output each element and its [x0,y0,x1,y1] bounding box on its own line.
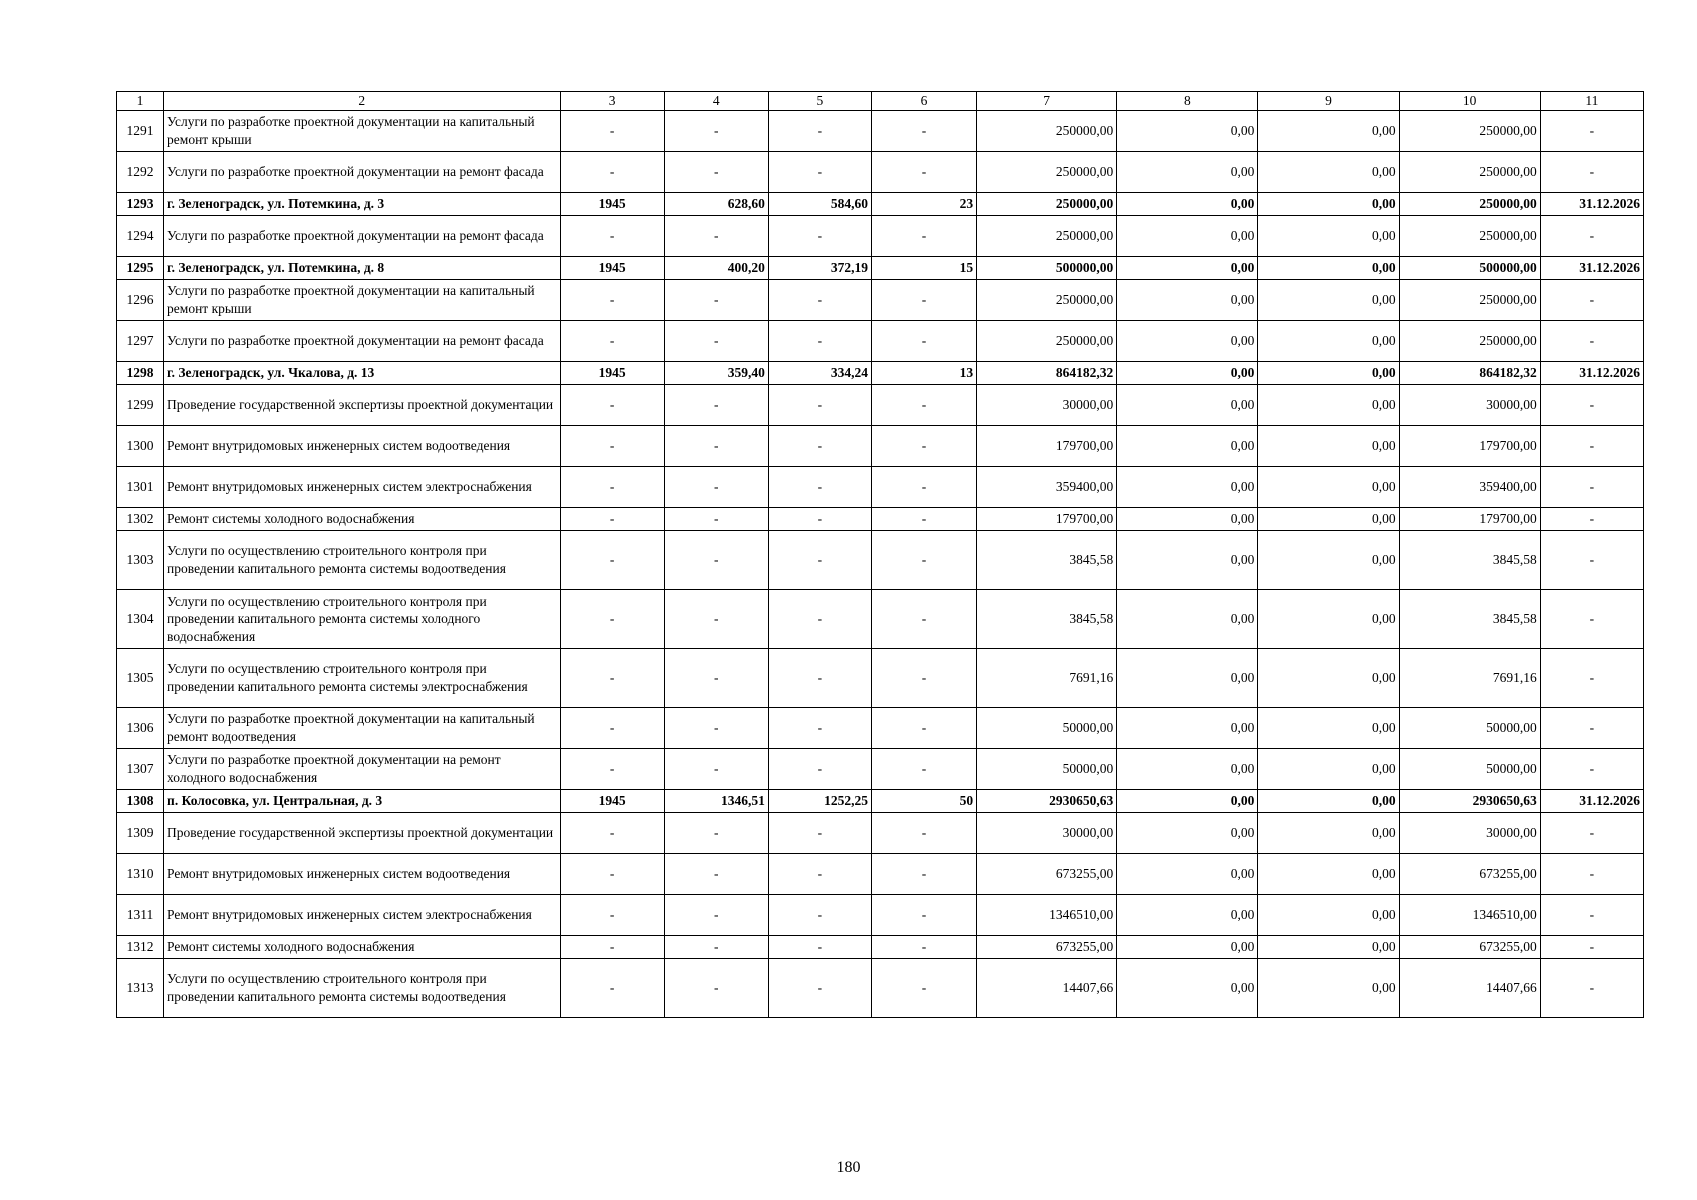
federal-funds-cell: 0,00 [1117,467,1258,508]
regional-funds-cell: 0,00 [1258,362,1399,385]
area-living-cell: - [768,385,871,426]
regional-funds-cell: 0,00 [1258,813,1399,854]
area-total-cell: - [664,467,768,508]
area-living-cell: - [768,508,871,531]
regional-funds-cell: 0,00 [1258,708,1399,749]
federal-funds-cell: 0,00 [1117,385,1258,426]
deadline-cell: - [1540,385,1643,426]
deadline-cell: 31.12.2026 [1540,362,1643,385]
area-living-cell: - [768,708,871,749]
work-item-row [117,385,1644,426]
federal-funds-cell: 0,00 [1117,649,1258,708]
row-number-cell: 1312 [117,936,164,959]
deadline-cell: - [1540,280,1643,321]
owner-funds-cell: 3845,58 [1399,531,1540,590]
work-item-row [117,111,1644,152]
regional-funds-cell: 0,00 [1258,936,1399,959]
column-header: 11 [1540,92,1643,111]
address-row [117,362,1644,385]
area-total-cell: - [664,152,768,193]
residents-cell: - [871,749,976,790]
regional-funds-cell: 0,00 [1258,216,1399,257]
description-cell: г. Зеленоградск, ул. Потемкина, д. 3 [164,193,561,216]
residents-cell: - [871,854,976,895]
residents-cell: - [871,508,976,531]
owner-funds-cell: 250000,00 [1399,321,1540,362]
deadline-cell: - [1540,508,1643,531]
column-header: 7 [977,92,1117,111]
deadline-cell: - [1540,531,1643,590]
work-item-row [117,854,1644,895]
year-cell: - [560,854,664,895]
description-cell: Ремонт внутридомовых инженерных систем водоотведения [164,854,561,895]
row-number-cell: 1296 [117,280,164,321]
row-number-cell: 1297 [117,321,164,362]
deadline-cell: - [1540,959,1643,1018]
area-total-cell: 1346,51 [664,790,768,813]
federal-funds-cell: 0,00 [1117,531,1258,590]
area-living-cell: 334,24 [768,362,871,385]
total-cost-cell: 7691,16 [977,649,1117,708]
area-total-cell: - [664,280,768,321]
page-number: 180 [836,1159,861,1176]
year-cell: 1945 [560,362,664,385]
total-cost-cell: 3845,58 [977,531,1117,590]
area-living-cell: 372,19 [768,257,871,280]
federal-funds-cell: 0,00 [1117,508,1258,531]
residents-cell: - [871,385,976,426]
row-number-cell: 1293 [117,193,164,216]
residents-cell: - [871,813,976,854]
work-item-row [117,280,1644,321]
area-total-cell: - [664,590,768,649]
residents-cell: - [871,708,976,749]
row-number-cell: 1291 [117,111,164,152]
work-item-row [117,590,1644,649]
owner-funds-cell: 7691,16 [1399,649,1540,708]
area-living-cell: - [768,152,871,193]
residents-cell: - [871,531,976,590]
regional-funds-cell: 0,00 [1258,257,1399,280]
federal-funds-cell: 0,00 [1117,321,1258,362]
year-cell: - [560,152,664,193]
federal-funds-cell: 0,00 [1117,936,1258,959]
row-number-cell: 1304 [117,590,164,649]
year-cell: 1945 [560,193,664,216]
owner-funds-cell: 359400,00 [1399,467,1540,508]
federal-funds-cell: 0,00 [1117,426,1258,467]
total-cost-cell: 2930650,63 [977,790,1117,813]
total-cost-cell: 673255,00 [977,936,1117,959]
total-cost-cell: 250000,00 [977,152,1117,193]
row-number-cell: 1311 [117,895,164,936]
work-item-row [117,531,1644,590]
table-header-row [117,92,1644,111]
area-total-cell: - [664,111,768,152]
column-header: 4 [664,92,768,111]
description-cell: Услуги по осуществлению строительного контроля при проведении капитального ремонта системы водоотведения [164,959,561,1018]
area-living-cell: - [768,649,871,708]
total-cost-cell: 50000,00 [977,708,1117,749]
work-item-row [117,749,1644,790]
row-number-cell: 1309 [117,813,164,854]
federal-funds-cell: 0,00 [1117,216,1258,257]
deadline-cell: - [1540,649,1643,708]
year-cell: - [560,216,664,257]
federal-funds-cell: 0,00 [1117,590,1258,649]
column-header: 8 [1117,92,1258,111]
description-cell: Ремонт внутридомовых инженерных систем водоотведения [164,426,561,467]
budget-table [116,91,1644,1018]
total-cost-cell: 500000,00 [977,257,1117,280]
total-cost-cell: 359400,00 [977,467,1117,508]
total-cost-cell: 179700,00 [977,426,1117,467]
regional-funds-cell: 0,00 [1258,280,1399,321]
description-cell: Услуги по разработке проектной документации на ремонт фасада [164,321,561,362]
year-cell: - [560,111,664,152]
total-cost-cell: 14407,66 [977,959,1117,1018]
owner-funds-cell: 250000,00 [1399,280,1540,321]
regional-funds-cell: 0,00 [1258,193,1399,216]
area-living-cell: - [768,531,871,590]
description-cell: п. Колосовка, ул. Центральная, д. 3 [164,790,561,813]
total-cost-cell: 179700,00 [977,508,1117,531]
total-cost-cell: 250000,00 [977,321,1117,362]
description-cell: Услуги по разработке проектной документации на капитальный ремонт крыши [164,111,561,152]
work-item-row [117,959,1644,1018]
area-living-cell: 1252,25 [768,790,871,813]
area-total-cell: - [664,895,768,936]
area-living-cell: - [768,936,871,959]
year-cell: - [560,749,664,790]
owner-funds-cell: 500000,00 [1399,257,1540,280]
regional-funds-cell: 0,00 [1258,385,1399,426]
description-cell: Услуги по осуществлению строительного контроля при проведении капитального ремонта системы электроснабжения [164,649,561,708]
year-cell: - [560,936,664,959]
area-total-cell: 628,60 [664,193,768,216]
total-cost-cell: 50000,00 [977,749,1117,790]
row-number-cell: 1306 [117,708,164,749]
deadline-cell: - [1540,426,1643,467]
year-cell: - [560,385,664,426]
area-total-cell: 400,20 [664,257,768,280]
federal-funds-cell: 0,00 [1117,813,1258,854]
row-number-cell: 1313 [117,959,164,1018]
residents-cell: - [871,467,976,508]
regional-funds-cell: 0,00 [1258,590,1399,649]
description-cell: Проведение государственной экспертизы проектной документации [164,385,561,426]
regional-funds-cell: 0,00 [1258,111,1399,152]
total-cost-cell: 250000,00 [977,193,1117,216]
area-total-cell: - [664,216,768,257]
work-item-row [117,813,1644,854]
owner-funds-cell: 179700,00 [1399,426,1540,467]
regional-funds-cell: 0,00 [1258,321,1399,362]
year-cell: - [560,280,664,321]
area-living-cell: - [768,895,871,936]
description-cell: Ремонт внутридомовых инженерных систем электроснабжения [164,467,561,508]
federal-funds-cell: 0,00 [1117,111,1258,152]
area-living-cell: - [768,813,871,854]
area-total-cell: - [664,854,768,895]
year-cell: - [560,321,664,362]
area-total-cell: - [664,321,768,362]
owner-funds-cell: 250000,00 [1399,111,1540,152]
row-number-cell: 1292 [117,152,164,193]
description-cell: Ремонт системы холодного водоснабжения [164,936,561,959]
deadline-cell: - [1540,467,1643,508]
work-item-row [117,426,1644,467]
description-cell: Услуги по разработке проектной документации на капитальный ремонт крыши [164,280,561,321]
year-cell: - [560,959,664,1018]
regional-funds-cell: 0,00 [1258,895,1399,936]
description-cell: Ремонт системы холодного водоснабжения [164,508,561,531]
area-living-cell: - [768,467,871,508]
area-total-cell: - [664,813,768,854]
year-cell: 1945 [560,257,664,280]
residents-cell: - [871,111,976,152]
area-living-cell: - [768,426,871,467]
area-living-cell: - [768,749,871,790]
area-living-cell: - [768,854,871,895]
row-number-cell: 1300 [117,426,164,467]
owner-funds-cell: 179700,00 [1399,508,1540,531]
year-cell: - [560,895,664,936]
row-number-cell: 1303 [117,531,164,590]
work-item-row [117,895,1644,936]
federal-funds-cell: 0,00 [1117,257,1258,280]
work-item-row [117,467,1644,508]
description-cell: Услуги по разработке проектной документации на ремонт фасада [164,152,561,193]
year-cell: - [560,531,664,590]
description-cell: Ремонт внутридомовых инженерных систем электроснабжения [164,895,561,936]
row-number-cell: 1298 [117,362,164,385]
year-cell: - [560,508,664,531]
regional-funds-cell: 0,00 [1258,467,1399,508]
area-living-cell: - [768,590,871,649]
deadline-cell: - [1540,152,1643,193]
deadline-cell: - [1540,749,1643,790]
owner-funds-cell: 3845,58 [1399,590,1540,649]
year-cell: - [560,467,664,508]
table-body [117,92,1644,1018]
owner-funds-cell: 14407,66 [1399,959,1540,1018]
work-item-row [117,649,1644,708]
column-header: 10 [1399,92,1540,111]
deadline-cell: 31.12.2026 [1540,790,1643,813]
year-cell: - [560,649,664,708]
work-item-row [117,321,1644,362]
area-living-cell: 584,60 [768,193,871,216]
owner-funds-cell: 864182,32 [1399,362,1540,385]
work-item-row [117,216,1644,257]
row-number-cell: 1307 [117,749,164,790]
area-total-cell: - [664,959,768,1018]
description-cell: г. Зеленоградск, ул. Чкалова, д. 13 [164,362,561,385]
total-cost-cell: 250000,00 [977,216,1117,257]
address-row [117,790,1644,813]
work-item-row [117,152,1644,193]
year-cell: 1945 [560,790,664,813]
area-total-cell: - [664,708,768,749]
deadline-cell: - [1540,854,1643,895]
regional-funds-cell: 0,00 [1258,508,1399,531]
deadline-cell: - [1540,936,1643,959]
regional-funds-cell: 0,00 [1258,426,1399,467]
federal-funds-cell: 0,00 [1117,959,1258,1018]
federal-funds-cell: 0,00 [1117,362,1258,385]
area-total-cell: - [664,649,768,708]
column-header: 2 [164,92,561,111]
residents-cell: - [871,649,976,708]
work-item-row [117,936,1644,959]
area-total-cell: - [664,936,768,959]
area-total-cell: - [664,749,768,790]
area-total-cell: - [664,508,768,531]
residents-cell: - [871,280,976,321]
description-cell: Услуги по осуществлению строительного контроля при проведении капитального ремонта системы водоотведения [164,531,561,590]
deadline-cell: 31.12.2026 [1540,257,1643,280]
row-number-cell: 1301 [117,467,164,508]
area-living-cell: - [768,959,871,1018]
regional-funds-cell: 0,00 [1258,749,1399,790]
address-row [117,193,1644,216]
owner-funds-cell: 250000,00 [1399,216,1540,257]
owner-funds-cell: 30000,00 [1399,385,1540,426]
total-cost-cell: 1346510,00 [977,895,1117,936]
area-living-cell: - [768,111,871,152]
regional-funds-cell: 0,00 [1258,531,1399,590]
total-cost-cell: 250000,00 [977,280,1117,321]
area-living-cell: - [768,216,871,257]
description-cell: Проведение государственной экспертизы проектной документации [164,813,561,854]
column-header: 9 [1258,92,1399,111]
total-cost-cell: 30000,00 [977,385,1117,426]
work-item-row [117,508,1644,531]
deadline-cell: 31.12.2026 [1540,193,1643,216]
description-cell: Услуги по разработке проектной документации на ремонт холодного водоснабжения [164,749,561,790]
deadline-cell: - [1540,216,1643,257]
year-cell: - [560,426,664,467]
federal-funds-cell: 0,00 [1117,895,1258,936]
column-header: 1 [117,92,164,111]
residents-cell: 23 [871,193,976,216]
deadline-cell: - [1540,708,1643,749]
residents-cell: - [871,959,976,1018]
owner-funds-cell: 2930650,63 [1399,790,1540,813]
row-number-cell: 1302 [117,508,164,531]
residents-cell: 13 [871,362,976,385]
owner-funds-cell: 673255,00 [1399,936,1540,959]
description-cell: Услуги по осуществлению строительного контроля при проведении капитального ремонта системы холодного водоснабжения [164,590,561,649]
description-cell: Услуги по разработке проектной документации на ремонт фасада [164,216,561,257]
year-cell: - [560,813,664,854]
column-header: 3 [560,92,664,111]
total-cost-cell: 30000,00 [977,813,1117,854]
residents-cell: 15 [871,257,976,280]
federal-funds-cell: 0,00 [1117,790,1258,813]
total-cost-cell: 864182,32 [977,362,1117,385]
federal-funds-cell: 0,00 [1117,708,1258,749]
residents-cell: - [871,152,976,193]
owner-funds-cell: 50000,00 [1399,749,1540,790]
area-living-cell: - [768,321,871,362]
year-cell: - [560,708,664,749]
area-living-cell: - [768,280,871,321]
column-header: 6 [871,92,976,111]
regional-funds-cell: 0,00 [1258,854,1399,895]
residents-cell: 50 [871,790,976,813]
residents-cell: - [871,895,976,936]
area-total-cell: - [664,531,768,590]
deadline-cell: - [1540,111,1643,152]
owner-funds-cell: 30000,00 [1399,813,1540,854]
regional-funds-cell: 0,00 [1258,959,1399,1018]
area-total-cell: 359,40 [664,362,768,385]
residents-cell: - [871,426,976,467]
total-cost-cell: 250000,00 [977,111,1117,152]
regional-funds-cell: 0,00 [1258,649,1399,708]
federal-funds-cell: 0,00 [1117,193,1258,216]
federal-funds-cell: 0,00 [1117,854,1258,895]
federal-funds-cell: 0,00 [1117,280,1258,321]
row-number-cell: 1305 [117,649,164,708]
row-number-cell: 1299 [117,385,164,426]
row-number-cell: 1310 [117,854,164,895]
area-total-cell: - [664,385,768,426]
residents-cell: - [871,590,976,649]
federal-funds-cell: 0,00 [1117,152,1258,193]
work-item-row [117,708,1644,749]
column-header: 5 [768,92,871,111]
regional-funds-cell: 0,00 [1258,790,1399,813]
federal-funds-cell: 0,00 [1117,749,1258,790]
residents-cell: - [871,936,976,959]
residents-cell: - [871,216,976,257]
owner-funds-cell: 250000,00 [1399,152,1540,193]
owner-funds-cell: 50000,00 [1399,708,1540,749]
address-row [117,257,1644,280]
residents-cell: - [871,321,976,362]
deadline-cell: - [1540,895,1643,936]
row-number-cell: 1294 [117,216,164,257]
description-cell: Услуги по разработке проектной документации на капитальный ремонт водоотведения [164,708,561,749]
row-number-cell: 1308 [117,790,164,813]
regional-funds-cell: 0,00 [1258,152,1399,193]
owner-funds-cell: 250000,00 [1399,193,1540,216]
deadline-cell: - [1540,590,1643,649]
total-cost-cell: 673255,00 [977,854,1117,895]
deadline-cell: - [1540,321,1643,362]
row-number-cell: 1295 [117,257,164,280]
description-cell: г. Зеленоградск, ул. Потемкина, д. 8 [164,257,561,280]
owner-funds-cell: 1346510,00 [1399,895,1540,936]
deadline-cell: - [1540,813,1643,854]
year-cell: - [560,590,664,649]
total-cost-cell: 3845,58 [977,590,1117,649]
area-total-cell: - [664,426,768,467]
owner-funds-cell: 673255,00 [1399,854,1540,895]
